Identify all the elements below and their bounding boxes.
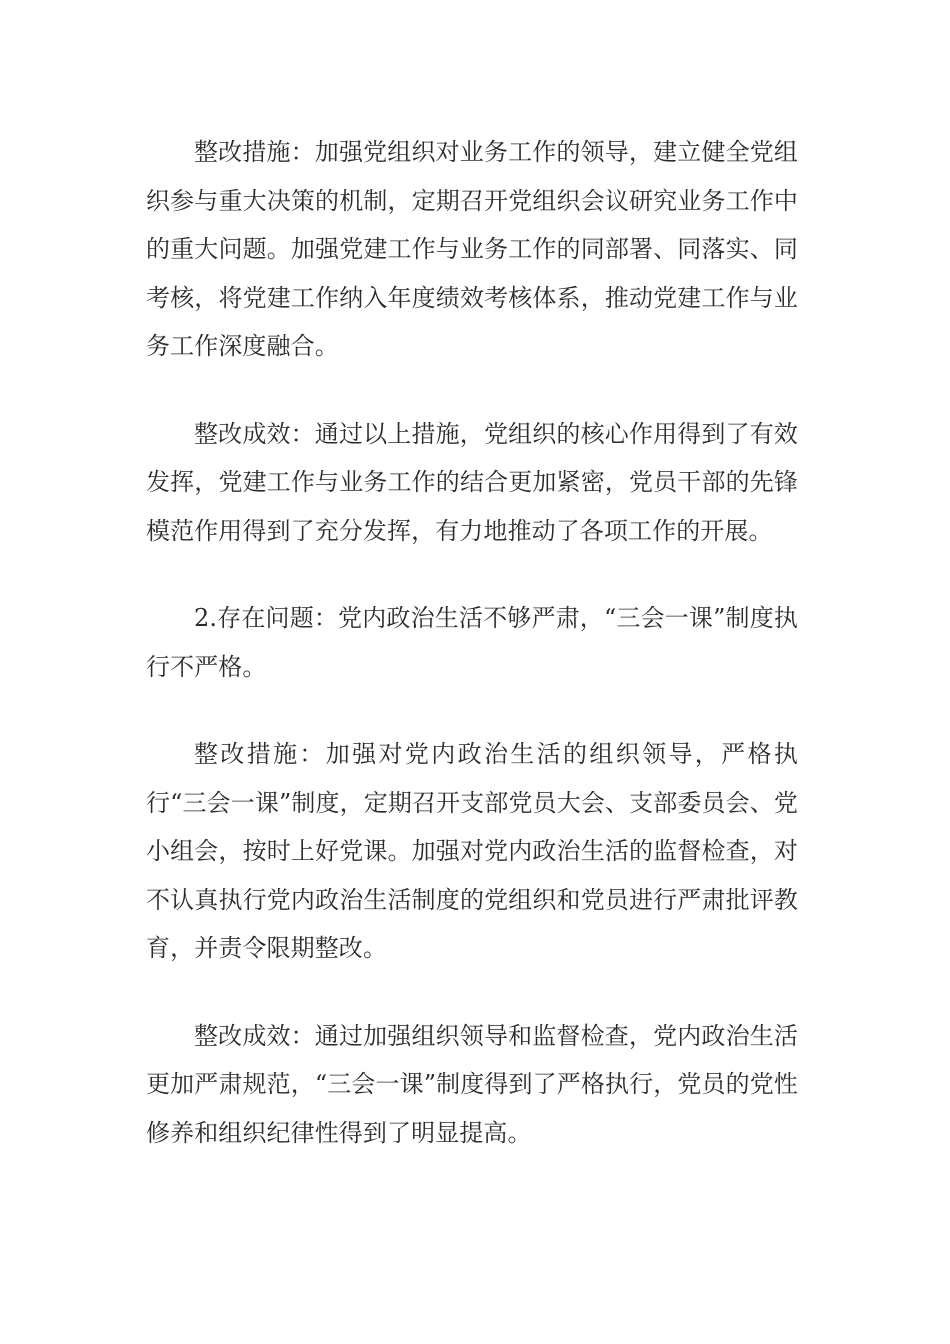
document-body [146, 128, 798, 1196]
paragraph-rectification-results-2: 整改成效：通过加强组织领导和监督检查，党内政治生活更加严肃规范，“三会一课”制度得到了严格执行，党员的党性修养和组织纪律性得到了明显提高。 [146, 1021, 798, 1147]
paragraph-rectification-measures-2: 整改措施：加强对党内政治生活的组织领导，严格执行“三会一课”制度，定期召开支部党员大会、支部委员会、党小组会，按时上好党课。加强对党内政治生活的监督检查，对不认真执行党内政治生活制度的党组织和党员进行严肃批评教育，并责令限期整改。 [146, 740, 798, 962]
paragraph-existing-problem-2: 2.存在问题：党内政治生活不够严肃，“三会一课”制度执行不严格。 [146, 604, 798, 681]
paragraph-rectification-results-1: 整改成效：通过以上措施，党组织的核心作用得到了有效发挥，党建工作与业务工作的结合更加紧密，党员干部的先锋模范作用得到了充分发挥，有力地推动了各项工作的开展。 [146, 419, 798, 545]
paragraph-rectification-measures-1: 整改措施：加强党组织对业务工作的领导，建立健全党组织参与重大决策的机制，定期召开党组织会议研究业务工作中的重大问题。加强党建工作与业务工作的同部署、同落实、同考核，将党建工作纳入年度绩效考核体系，推动党建工作与业务工作深度融合。 [146, 138, 798, 360]
